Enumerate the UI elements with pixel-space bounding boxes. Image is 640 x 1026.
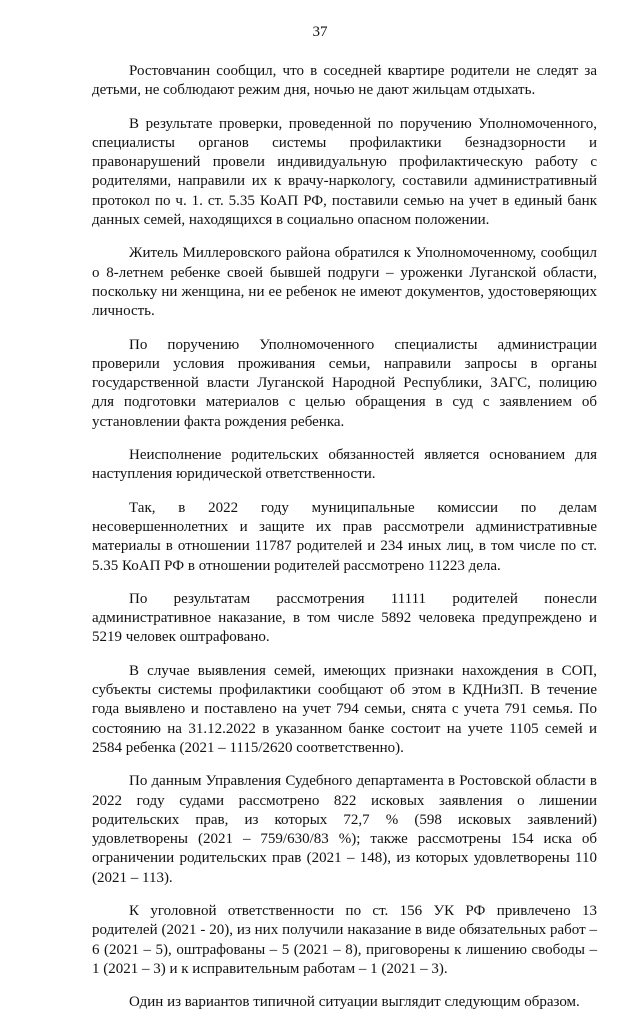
paragraph: Так, в 2022 году муниципальные комиссии по делам несовершеннолетних и защите их прав рассмотрели административные материалы в отношении 11787 родителей и 234 иных лиц, в том числе по ст. 5.35 КоАП РФ в отношении родителей рассмотрено 11223 дела. bbox=[92, 499, 597, 574]
paragraph: По поручению Уполномоченного специалисты администрации проверили условия проживания семьи, направили запросы в органы государственной власти Луганской Народной Республики, ЗАГС, полицию для подготовки материалов с целью обращения в суд с заявлением об установлении факта рождения ребенка. bbox=[92, 336, 597, 430]
paragraph: Один из вариантов типичной ситуации выглядит следующим образом. bbox=[129, 994, 580, 1011]
paragraph: Житель Миллеровского района обратился к Уполномоченному, сообщил о 8-летнем ребенке своей бывшей подруги – уроженки Луганской области, поскольку ни женщина, ни ее ребенок не имеют документов, удостоверяющих личность. bbox=[92, 245, 597, 320]
paragraph: Неисполнение родительских обязанностей является основанием для наступления юридической ответственности. bbox=[92, 447, 597, 483]
page-number: 37 bbox=[312, 24, 328, 40]
paragraph: В случае выявления семей, имеющих признаки нахождения в СОП, субъекты системы профилактики сообщают об этом в КДНиЗП. В течение года выявлено и поставлено на учет 794 семьи, снята с учета 791 семья. По состоянию на 31.12.2022 в указанном банке состоит на учете 1105 семей и 2584 ребенка (2021 – 1115/2620 соответственно). bbox=[92, 662, 597, 756]
paragraph: По данным Управления Судебного департамента в Ростовской области в 2022 году судами рассмотрено 822 исковых заявления о лишении родительских прав, из которых 72,7 % (598 исковых заявлений) удовлетворены (2021 – 759/630/83 %); также рассмотрены 154 иска об ограничении родительских прав (2021 – 148), из которых удовлетворены 110 (2021 – 113). bbox=[92, 773, 597, 886]
paragraph: По результатам рассмотрения 11111 родителей понесли административное наказание, в том числе 5892 человека предупреждено и 5219 человек оштрафовано. bbox=[92, 590, 597, 646]
document-body bbox=[92, 62, 597, 1026]
paragraph: Ростовчанин сообщил, что в соседней квартире родители не следят за детьми, не соблюдают режим дня, ночью не дают жильцам отдыхать. bbox=[92, 63, 597, 99]
paragraph: В результате проверки, проведенной по поручению Уполномоченного, специалисты органов системы профилактики безнадзорности и правонарушений провели индивидуальную профилактическую работу с родителями, направили их к врачу-наркологу, составили административный протокол по ч. 1. ст. 5.35 КоАП РФ, поставили семью на учет в единый банк данных семей, находящихся в социально опасном положении. bbox=[92, 115, 597, 229]
paragraph: К уголовной ответственности по ст. 156 УК РФ привлечено 13 родителей (2021 - 20), из них получили наказание в виде обязательных работ – 6 (2021 – 5), оштрафованы – 5 (2021 – 8), приговорены к лишению свободы – 1 (2021 – 3) и к исправительным работам – 1 (2021 – 3). bbox=[92, 902, 597, 977]
